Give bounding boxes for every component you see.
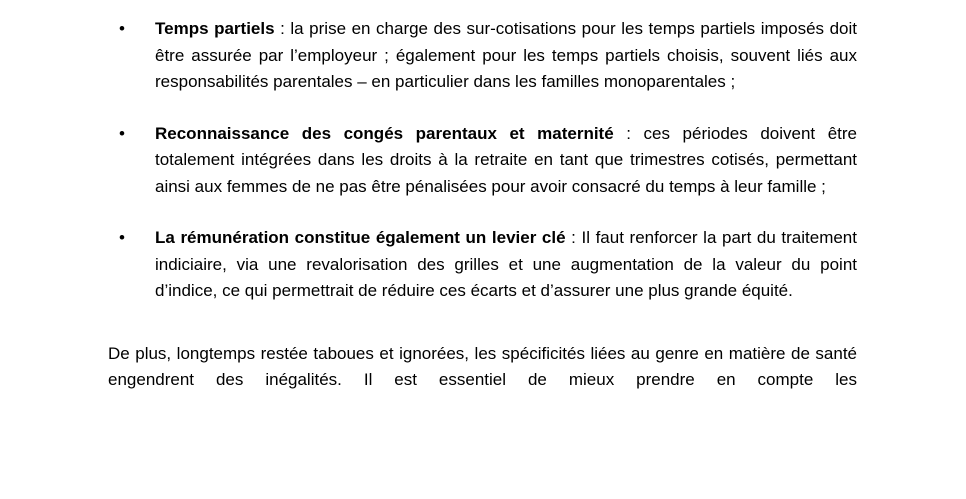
bullet-text <box>155 228 857 300</box>
bullet-list <box>108 16 857 305</box>
bullet-lead: La rémunération constitue également un levier clé <box>155 228 566 247</box>
bullet-lead: Reconnaissance des congés parentaux et maternité <box>155 123 614 143</box>
bullet-icon: • <box>119 123 125 143</box>
bullet-item-conges-parentaux <box>108 121 857 201</box>
bullet-body: : la prise en charge des sur-cotisations pour les temps partiels imposés doit être assurée par l’employeur ; également pour les temps partiels choisis, souvent liés aux responsabilités parentales – en particulier dans les familles monoparentales ; <box>155 19 857 91</box>
bullet-item-remuneration <box>108 225 857 305</box>
bullet-text <box>155 124 857 196</box>
bullet-icon: • <box>119 19 125 38</box>
bullet-icon: • <box>119 228 125 247</box>
closing-paragraph: De plus, longtemps restée taboues et ignorées, les spécificités liées au genre en matière de santé engendrent des inégalités. Il est essentiel de mieux prendre en compte les <box>108 343 857 389</box>
bullet-body: : ces périodes doivent être totalement intégrées dans les droits à la retraite en tant que trimestres cotisés, permettant ainsi aux femmes de ne pas être pénalisées pour avoir consacré du temps à leur famille ; <box>155 123 857 196</box>
bullet-body: : Il faut renforcer la part du traitement indiciaire, via une revalorisation des grilles et une augmentation de la valeur du point d’indice, ce qui permettrait de réduire ces écarts et d’assurer une plus grande équité. <box>155 228 857 300</box>
bullet-item-temps-partiels <box>108 16 857 96</box>
bullet-lead: Temps partiels <box>155 19 275 38</box>
bullet-text <box>155 19 857 91</box>
